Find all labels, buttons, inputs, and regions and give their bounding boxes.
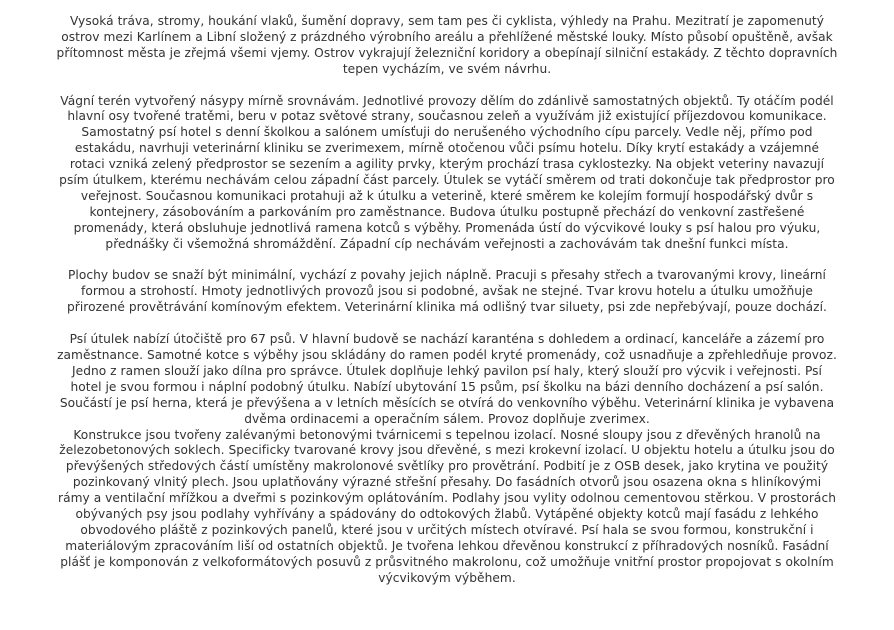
paragraph-program: Psí útulek nabízí útočiště pro 67 psů. V hlavní budově se nachází karanténa s dohledem a ordinací, kanceláře a zázemí pro zaměstnance. Samotné kotce s výběhy jsou skládány do ramen podél kryté promenády, což usnadňuje a zpřehledňuje provoz. Jedno z ramen slouží jako dílna pro správce. Útulek doplňuje lehký pavilon psí haly, který slouží pro výcvik i veřejnosti. Psí hotel je svou formou i náplní podobný útulku. Nabízí ubytování 15 psům, psí školku na bázi denního docházení a psí salón. Součástí je psí herna, která je převýšena a v letních měsících se otvírá do venkovního výběhu. Veterinární klinika je vybavena dvěma ordinacemi a operačním sálem. Provoz doplňuje zverimex. <box>57 332 837 426</box>
paragraph-gap <box>56 253 838 269</box>
paragraph-layout-concept: Vágní terén vytvořený násypy mírně srovnávám. Jednotlivé provozy dělím do zdánlivě samostatných objektů. Ty otáčím podél hlavní osy tvořené tratěmi, beru v potaz světové strany, současnou zeleň a využívám již existující příjezdovou komunikace. Samostatný psí hotel s denní školkou a salónem umísťuji do nerušeného východního cípu parcely. Vedle něj, přímo pod estakádu, navrhuji veterinární kliniku se zverimexem, mírně otočenou vůči psímu hotelu. Díky krytí estakády a vzájemné rotaci vzniká zelený předprostor se sezením a agility prvky, kterým prochází trasa cyklostezky. Na objekt veteriny navazují psím útulkem, kterému nechávám celou západní část parcely. Útulek se vytáčí směrem od trati dokončuje tak předprostor pro veřejnost. Současnou komunikaci protahuji až k útulku a veterině, které směrem ke kolejím formují hospodářský dvůr s kontejnery, zásobováním a parkováním pro zaměstnance. Budova útulku postupně přechází do venkovní zastřešené promenády, která obsluhuje jednotlivá ramena kotců s výběhy. Promenáda ústí do výcvikové louky s psí halou pro výuku, přednášky či všemožná shromáždění. Západní cíp nechávám veřejnosti a zachovávám tak dnešní funkci místa. <box>59 93 835 251</box>
paragraph-gap <box>56 78 838 94</box>
document-body <box>56 14 838 587</box>
paragraph-construction: Konstrukce jsou tvořeny zalévanými betonovými tvárnicemi s tepelnou izolací. Nosné sloupy jsou z dřevěných hranolů na železobetonových soklech. Specificky tvarované krovy jsou dřevěné, s mezi krokevní izolací. U objektu hotelu a útulku jsou do převýšených středových částí umístěny makrolonové světlíky pro provětrání. Podbití je z OSB desek, jako krytina ve použitý pozinkovaný vlnitý plech. Jsou uplatňovány výrazné střešní přesahy. Do fasádních otvorů jsou osazena okna s hliníkovými rámy a ventilační mřížkou a dveřmi s pozinkovým oplátováním. Podlahy jsou vylity odolnou cementovou stěrkou. V prostorách obývaných psy jsou podlahy vyhřívány a spádovány do odtokových žlabů. Vytápěné objekty kotců mají fasádu z lehkého obvodového pláště z pozinkových panelů, které jsou v určitých místech otvíravé. Psí hala se svou formou, konstrukční i materiálovým zpracováním liší od ostatních objektů. Je tvořena lehkou dřevěnou konstrukcí z příhradových nosníků. Fasádní plášť je komponován z velkoformátových posuvů z průsvitného makrolonu, což umožňuje vnitřní prostor propojovat s okolním výcvikovým výběhem. <box>58 427 836 585</box>
paragraph-site-description: Vysoká tráva, stromy, houkání vlaků, šumění dopravy, sem tam pes či cyklista, výhledy na Prahu. Mezitratí je zapomenutý ostrov mezi Karlínem a Libní složený z prázdného výrobního areálu a přehlížené městské louky. Místo působí opuštěně, avšak přítomnost města je zřejmá všemi vjemy. Ostrov vykrajují železniční koridory a obepínají silniční estakády. Z těchto dopravních tepen vycházím, ve svém návrhu. <box>56 14 838 76</box>
paragraph-gap <box>56 316 838 332</box>
paragraph-building-form: Plochy budov se snaží být minimální, vychází z povahy jejich náplně. Pracuji s přesahy střech a tvarovanými krovy, lineární formou a strohostí. Hmoty jednotlivých provozů jsou si podobné, avšak ne stejné. Tvar krovu hotelu a útulku umožňuje přirozené provětrávání komínovým efektem. Veterinární klinika má odlišný tvar siluety, psi zde nepřebývají, pouze dochází. <box>67 268 827 315</box>
